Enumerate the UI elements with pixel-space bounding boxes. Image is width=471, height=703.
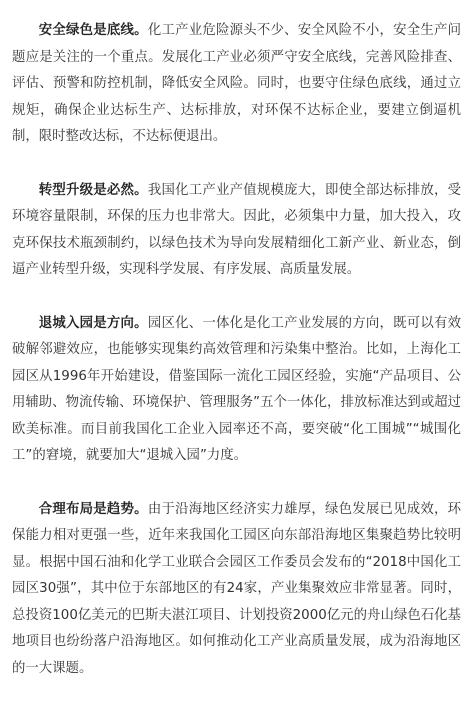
paragraph-lead: 退城入园是方向。	[38, 315, 148, 331]
paragraph-relocation	[12, 311, 461, 470]
paragraph-text: 我国化工产业产值规模庞大，即使全部达标排放，受环境容量限制，环保的压力也非常大。因此，必须集中力量，加大投入，攻克环保技术瓶颈制约，以绿色技术为导向发展精细化工新产业、新业态，倒逼产业转型升级，实现科学发展、有序发展、高质量发展。	[12, 182, 462, 277]
paragraph-transformation	[12, 178, 461, 284]
paragraph-layout	[12, 497, 461, 683]
paragraph-lead: 合理布局是趋势。	[38, 501, 148, 517]
paragraph-lead: 安全绿色是底线。	[38, 23, 148, 38]
paragraph-text: 园区化、一体化是化工产业发展的方向，既可以有效破解邻避效应，也能够实现集约高效管理和污染集中整治。比如，上海化工园区从1996年开始建设，借鉴国际一流化工园区经验，实施“产品项目、公用辅助、物流传输、环境保护、管理服务”五个一体化，排放标准达到或超过欧美标准。而目前我国化工企业入园率还不高，要突破“化工围城”“城围化工”的窘境，就要加大“退城入园”力度。	[12, 315, 462, 463]
paragraph-text: 化工产业危险源头不少、安全风险不小，安全生产问题应是关注的一个重点。发展化工产业必须严守安全底线，完善风险排查、评估、预警和防控机制，降低安全风险。同时，也要守住绿色底线，通过立规矩，确保企业达标生产、达标排放，对环保不达标企业，要建立倒逼机制，限时整改达标，不达标便退出。	[12, 23, 462, 144]
paragraph-safety-green	[12, 18, 461, 151]
paragraph-lead: 转型升级是必然。	[38, 182, 148, 198]
paragraph-text: 由于沿海地区经济实力雄厚，绿色发展已见成效，环保能力相对更强一些，近年来我国化工园区向东部沿海地区集聚趋势比较明显。根据中国石油和化学工业联合会园区工作委员会发布的“2018中国化工园区30强”，其中位于东部地区的有24家，产业集聚效应非常显著。同时，总投资100亿美元的巴斯夫湛江项目、计划投资2000亿元的舟山绿色石化基地项目也纷纷落户沿海地区。如何推动化工产业高质量发展，成为沿海地区的一大课题。	[12, 501, 462, 676]
